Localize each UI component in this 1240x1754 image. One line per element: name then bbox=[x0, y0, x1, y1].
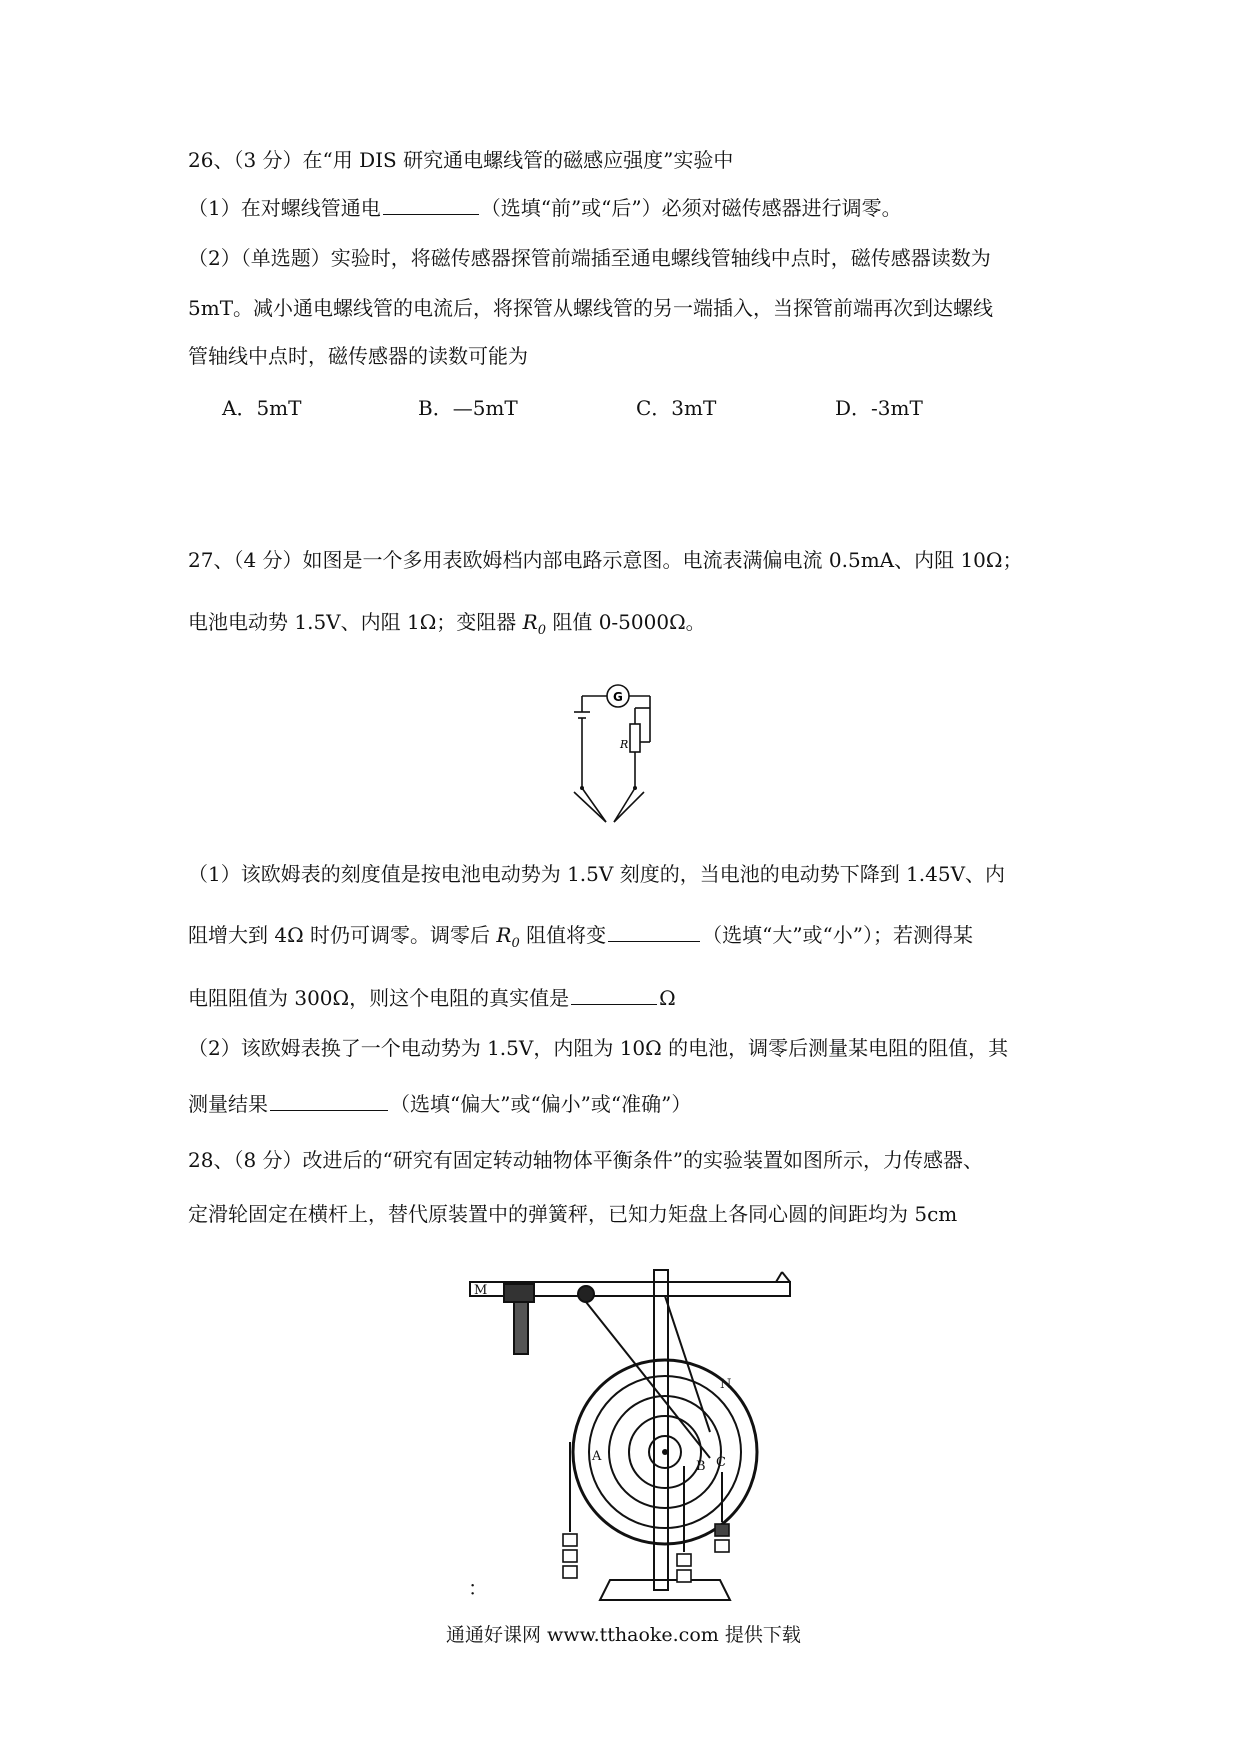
r0-symbol: $R_0$ bbox=[522, 610, 546, 638]
q27-line2 bbox=[188, 610, 706, 643]
q26-title: 26、（3 分）在“用 DIS 研究通电螺线管的磁感应强度”实验中 bbox=[188, 148, 734, 172]
q26-option-d[interactable]: D．-3mT bbox=[835, 396, 923, 420]
hanging-weight bbox=[563, 1566, 577, 1578]
galvanometer-label: G bbox=[613, 690, 623, 704]
q28-line2: 定滑轮固定在横杆上，替代原装置中的弹簧秤，已知力矩盘上各同心圆的间距均为 5cm bbox=[188, 1202, 958, 1226]
q26-option-a[interactable]: A．5mT bbox=[222, 396, 302, 420]
q27-line2-text-a: 电池电动势 1.5V、内阻 1Ω；变阻器 bbox=[188, 610, 517, 634]
q26-option-b[interactable]: B．—5mT bbox=[418, 396, 518, 420]
q26-part1-text-a: （1）在对螺线管通电 bbox=[188, 196, 381, 220]
figure-label-n: N bbox=[720, 1377, 732, 1392]
hanging-weight bbox=[677, 1554, 691, 1566]
q28-title: 28、（8 分）改进后的“研究有固定转动轴物体平衡条件”的实验装置如图所示，力传感器、 bbox=[188, 1148, 983, 1172]
vertical-stand bbox=[654, 1270, 668, 1590]
q27-answer-blank-2[interactable] bbox=[571, 986, 657, 1005]
force-sensor bbox=[504, 1284, 534, 1302]
q26-part2-line1: （2）（单选题）实验时，将磁传感器探管前端插至通电螺线管轴线中点时，磁传感器读数为 bbox=[188, 246, 991, 270]
variable-resistor-symbol bbox=[630, 724, 640, 752]
hanging-weight bbox=[715, 1524, 729, 1536]
pulley bbox=[578, 1286, 594, 1302]
q26-part2-line2: 5mT。减小通电螺线管的电流后，将探管从螺线管的另一端插入，当探管前端再次到达螺线 bbox=[188, 296, 994, 320]
figure-label-b: B bbox=[696, 1459, 706, 1474]
stray-mark: ： bbox=[468, 1576, 488, 1600]
q26-part2-line3: 管轴线中点时，磁传感器的读数可能为 bbox=[188, 344, 528, 368]
left-test-lead bbox=[582, 788, 606, 822]
q26-part1-text-b: （选填“前”或“后”）必须对磁传感器进行调零。 bbox=[480, 196, 902, 220]
q27-answer-blank-1[interactable] bbox=[608, 923, 700, 942]
moment-disc-apparatus-diagram bbox=[460, 1262, 800, 1602]
r0-symbol-2: $R_0$ bbox=[496, 923, 520, 951]
q27-part2-line2: 测量结果 （选填“偏大”或“偏小”或“准确”） bbox=[188, 1092, 692, 1116]
r0-circuit-label: R bbox=[620, 738, 629, 751]
figure-label-a: A bbox=[592, 1449, 602, 1464]
ohmmeter-circuit-diagram bbox=[570, 672, 670, 832]
figure-label-c: C bbox=[716, 1455, 726, 1470]
q26-part1 bbox=[188, 196, 902, 220]
hanging-weight bbox=[677, 1570, 691, 1582]
q27-part1-line1: （1）该欧姆表的刻度值是按电池电动势为 1.5V 刻度的，当电池的电动势下降到 1.45V、内 bbox=[188, 862, 1006, 886]
q26-answer-blank-1[interactable] bbox=[383, 196, 479, 215]
hanging-weight bbox=[563, 1534, 577, 1546]
page-footer: 通通好课网 www.tthaoke.com 提供下载 bbox=[446, 1624, 801, 1646]
q27-line2-text-b: 阻值 0-5000Ω。 bbox=[552, 610, 706, 634]
q27-answer-blank-3[interactable] bbox=[270, 1092, 388, 1111]
q27-part1-line2: 阻增大到 4Ω 时仍可调零。调零后 $R_0$ 阻值将变 （选填“大”或“小”）；若测得某 bbox=[188, 923, 973, 951]
hanging-weight bbox=[715, 1540, 729, 1552]
figure-label-m: M bbox=[474, 1283, 488, 1298]
q27-part2-line1: （2）该欧姆表换了一个电动势为 1.5V，内阻为 10Ω 的电池，调零后测量某电阻的阻值，其 bbox=[188, 1036, 1009, 1060]
q27-title: 27、（4 分）如图是一个多用表欧姆档内部电路示意图。电流表满偏电流 0.5mA、内阻 10Ω； bbox=[188, 548, 1023, 572]
q27-part1-line3: 电阻阻值为 300Ω，则这个电阻的真实值是 Ω bbox=[188, 986, 676, 1010]
hanging-weight bbox=[563, 1550, 577, 1562]
q26-option-c[interactable]: C．3mT bbox=[636, 396, 717, 420]
